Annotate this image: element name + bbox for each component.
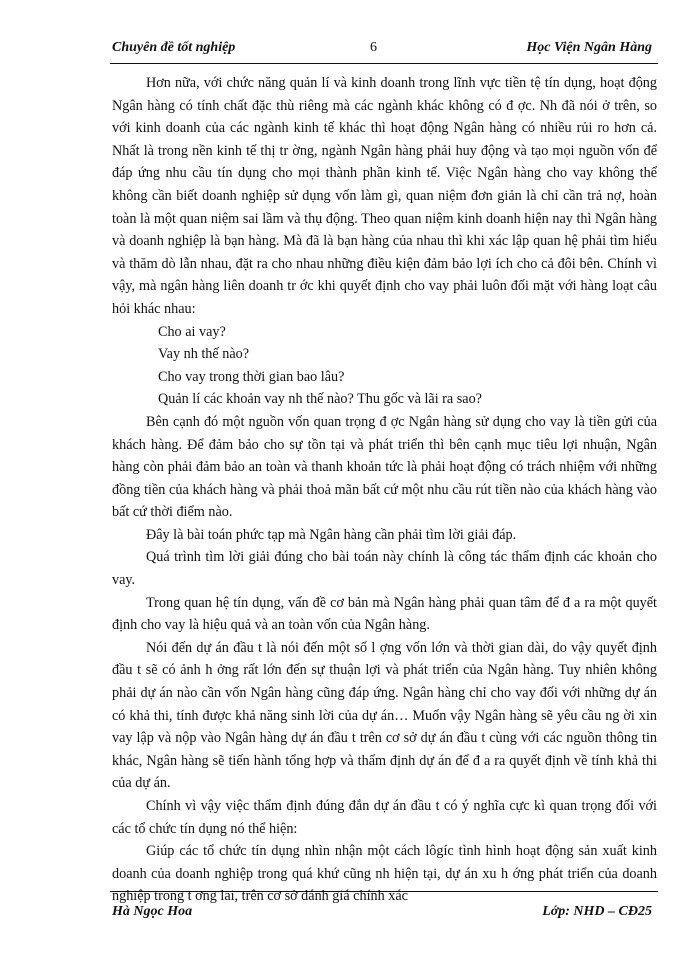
paragraph: Giúp các tổ chức tín dụng nhìn nhận một cách lôgíc tình hình hoạt động sản xuất kinh doanh của doanh nghiệp trong quá khứ cũng nh hiện tại, dự án xu h ớng phát triển của doanh nghiệp trong t ơng lai, trên cơ sở đánh giá chính xác	[112, 843, 657, 905]
footer-author: Hà Ngọc Hoa	[112, 904, 193, 919]
body-text	[112, 72, 657, 908]
footer-class: Lớp: NHD – CĐ25	[542, 904, 652, 919]
header-title: Chuyên đề tốt nghiệp	[112, 40, 236, 55]
paragraph: Hơn nữa, với chức năng quản lí và kinh doanh trong lĩnh vực tiền tệ tín dụng, hoạt động Ngân hàng có tính chất đặc thù riêng mà các ngành khác không có đ ợc. Nh đã nói ở trên, so với kinh doanh của các ngành kinh tế khác thì hoạt động Ngân hàng có nhiều rủi ro hơn cả. Nhất là trong nền kinh tế thị tr ờng, ngành Ngân hàng phải huy động và tạo mọi nguồn vốn để đáp ứng nhu cầu tín dụng cho mọi thành phần kinh tế. Việc Ngân hàng cho vay không thể không cần biết doanh nghiệp sử dụng vốn làm gì, quan niệm đơn giản là chỉ cần trả nợ, hoàn toàn là một quan niệm sai lầm và thụ động. Theo quan niệm kinh doanh hiện nay thì Ngân hàng và doanh nghiệp là bạn hàng. Mà đã là bạn hàng của nhau thì khi xác lập quan hệ phải tìm hiểu và thăm dò lẫn nhau, đặt ra cho nhau những điều kiện đảm bảo lợi ích cho cả đôi bên. Chính vì vậy, mà ngân hàng liên doanh tr ớc khi quyết định cho vay phải luôn đối mặt với hàng loạt câu hỏi khác nhau:	[112, 75, 657, 317]
header-institution: Học Viện Ngân Hàng	[526, 40, 652, 55]
footer-divider	[110, 891, 658, 892]
paragraph: Chính vì vậy việc thẩm định đúng đắn dự án đầu t có ý nghĩa cực kì quan trọng đối với các tổ chức tín dụng nó thể hiện:	[112, 798, 657, 837]
question-item: Vay nh thế nào?	[158, 346, 250, 363]
paragraph: Trong quan hệ tín dụng, vấn đề cơ bản mà Ngân hàng phải quan tâm để đ a ra một quyết định cho vay là hiệu quả và an toàn vốn của Ngân hàng.	[112, 594, 657, 634]
page-number: 6	[370, 40, 377, 55]
header-divider	[110, 63, 658, 64]
paragraph: Quá trình tìm lời giải đúng cho bài toán này chính là công tác thẩm định các khoản cho vay.	[112, 549, 657, 589]
paragraph: Bên cạnh đó một nguồn vốn quan trọng đ ợc Ngân hàng sử dụng cho vay là tiền gửi của khách hàng. Để đảm bảo cho sự tồn tại và phát triển thì bên cạnh mục tiêu lợi nhuận, Ngân hàng còn phải đảm bảo an toàn và thanh khoản tức là phải hoạt động có trách nhiệm với những đồng tiền của khách hàng và phải thoả mãn bất cứ một nhu cầu rút tiền nào của khách hàng vào bất cứ thời điểm nào.	[112, 413, 657, 521]
page-header	[112, 40, 652, 62]
question-item: Cho ai vay?	[158, 323, 226, 340]
question-item: Cho vay trong thời gian bao lâu?	[158, 368, 345, 385]
page-footer	[112, 904, 652, 926]
question-item: Quản lí các khoản vay nh thế nào? Thu gốc và lãi ra sao?	[158, 391, 482, 408]
paragraph: Nói đến dự án đầu t là nói đến một số l ợng vốn lớn và thời gian dài, do vậy quyết định đầu t sẽ có ảnh h ởng rất lớn đến sự thuận lợi và phát triển của Ngân hàng. Tuy nhiên không phải dự án nào cần vốn Ngân hàng cũng đáp ứng. Ngân hàng chỉ cho vay đối với những dự án có khả thi, tính được khả năng sinh lời của dự án… Muốn vậy Ngân hàng sẽ yêu cầu ng ời xin vay lập và nộp vào Ngân hàng dự án đầu t trên cơ sở dự án đầu t cùng với các nguồn thông tin khác, Ngân hàng sẽ tiến hành tổng hợp và thẩm định dự án để đ a ra quyết định về tính khả thi của dự án.	[112, 639, 657, 792]
paragraph: Đây là bài toán phức tạp mà Ngân hàng cần phải tìm lời giải đáp.	[146, 526, 517, 543]
